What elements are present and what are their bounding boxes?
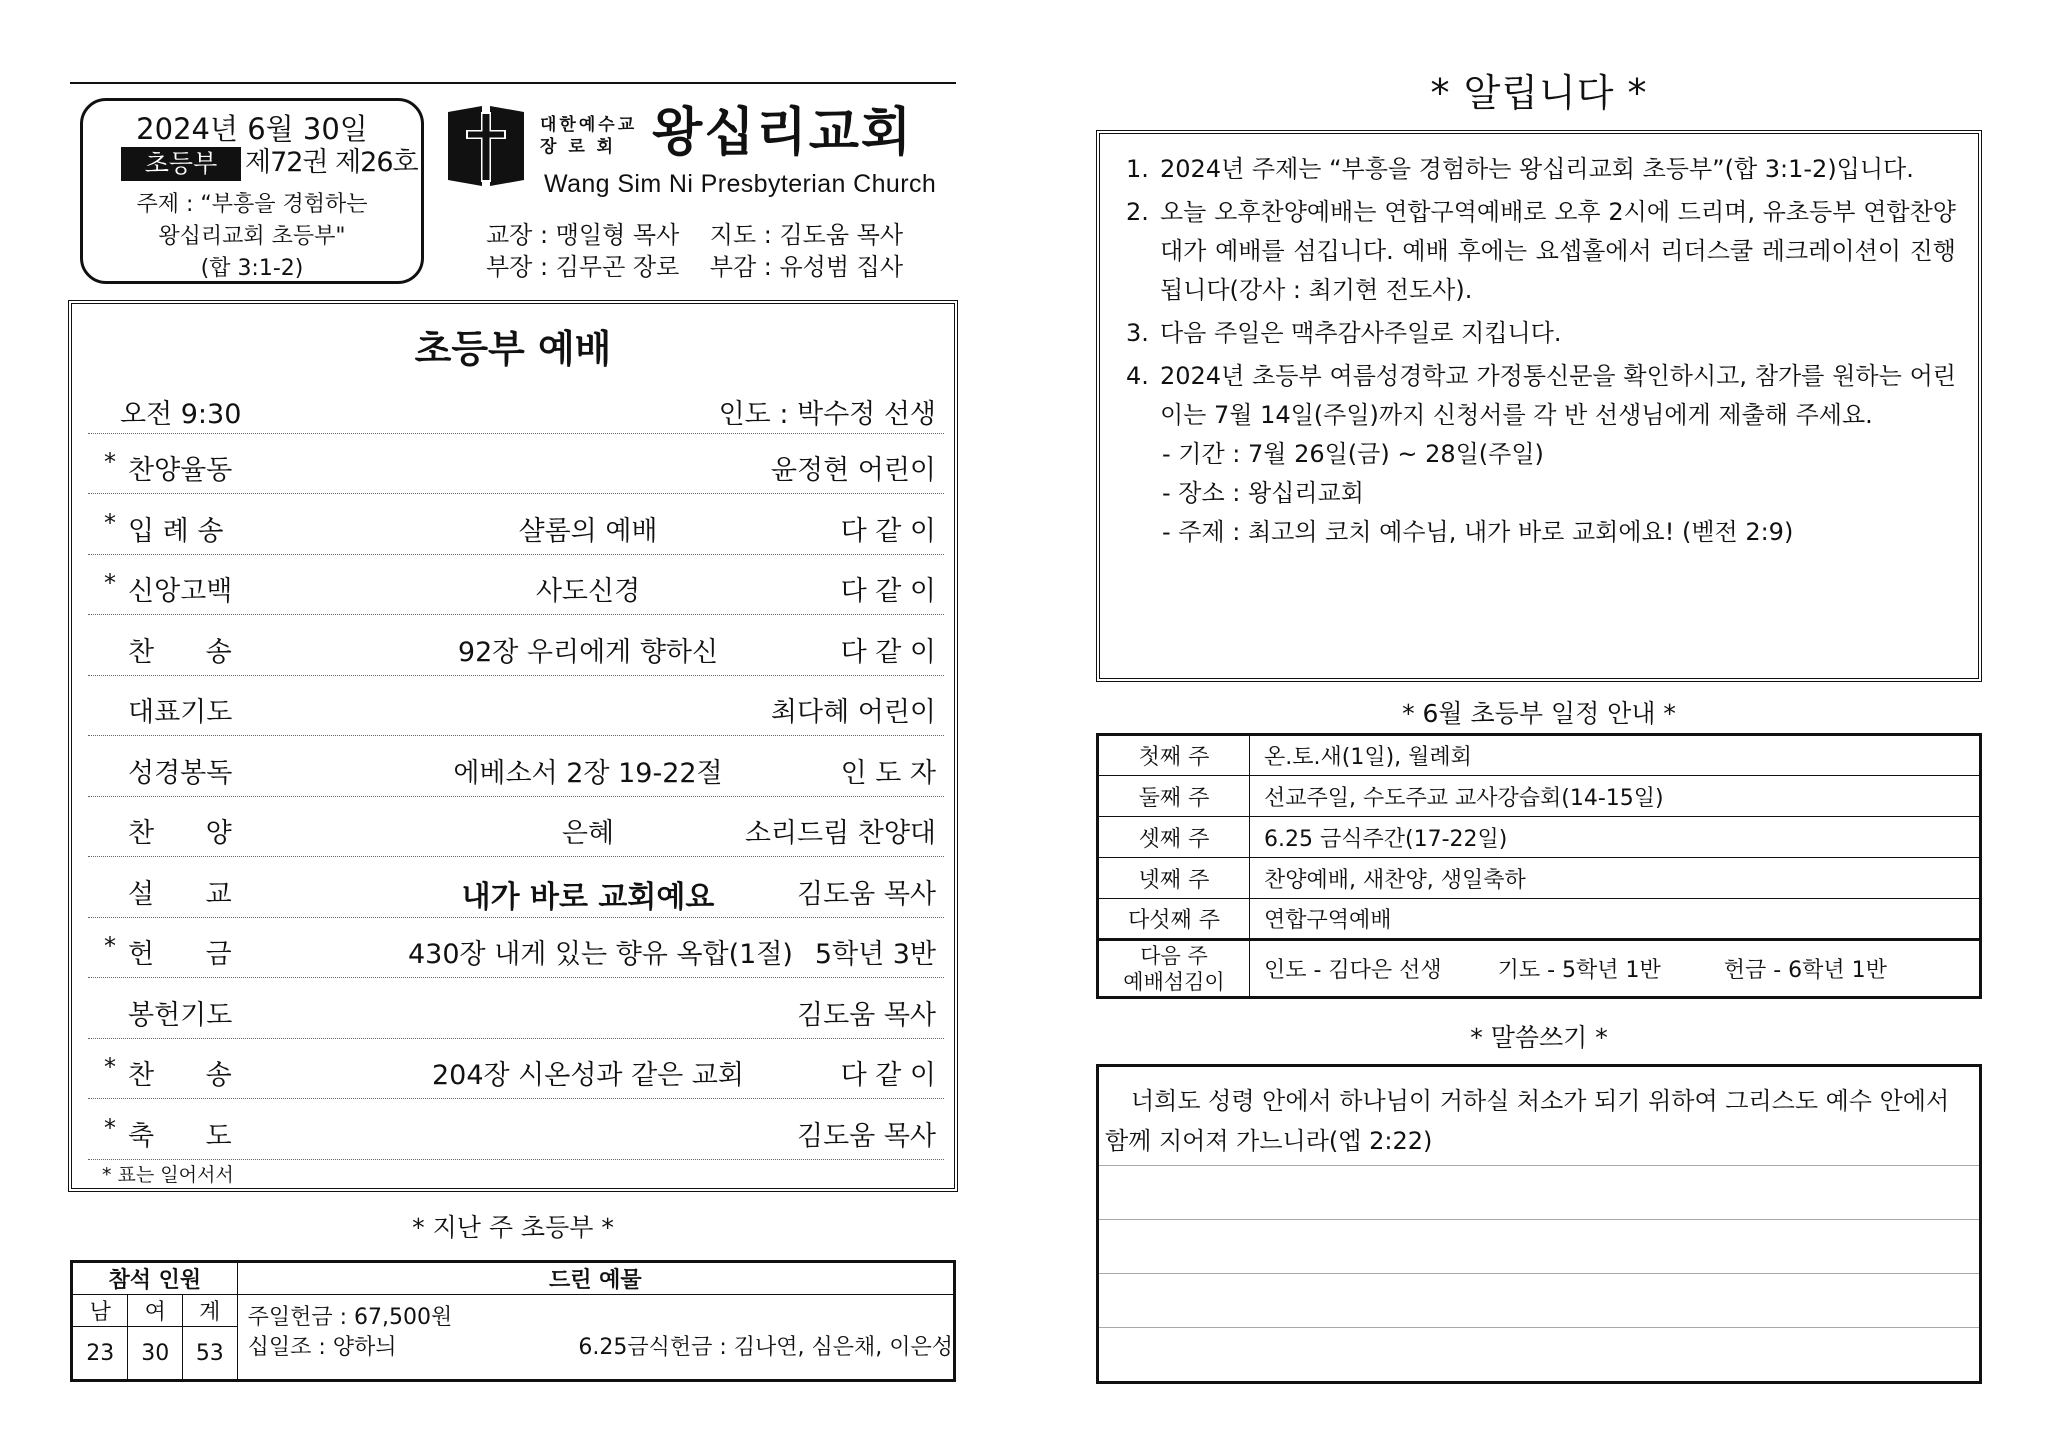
yearly-theme	[83, 189, 421, 285]
church-name: 왕십리교회	[652, 102, 914, 163]
theme-line: 왕십리교회 초등부"	[158, 224, 346, 249]
standing-mark: *	[104, 448, 116, 476]
worship-leader-name: 김도움 목사	[797, 999, 936, 1031]
writing-line	[1099, 1273, 1979, 1274]
worship-content: 92장 우리에게 향하신	[457, 636, 719, 668]
worship-item: 대표기도	[128, 697, 233, 728]
total-header: 계	[183, 1295, 238, 1327]
worship-title: 초등부 예배	[414, 327, 612, 371]
church-name-english: Wang Sim Ni Presbyterian Church	[544, 170, 937, 198]
worship-leader-name: 소리드림 찬양대	[744, 818, 936, 849]
standing-mark: *	[104, 932, 116, 960]
announcement-item: 1. 2024년 주제는 “부흥을 경험하는 왕십리교회 초등부”(합 3:1-2)입니다.	[1126, 155, 1914, 183]
verse-title: * 말씀쓰기 *	[1470, 1023, 1608, 1052]
worship-row	[88, 918, 944, 978]
announcement-item: 3. 다음 주일은 맥추감사주일로 지킵니다.	[1126, 319, 1562, 347]
last-week-table	[70, 1260, 956, 1382]
worship-content: 204장 시온성과 같은 교회	[431, 1060, 745, 1091]
total-count: 53	[183, 1327, 238, 1381]
worship-content: 은혜	[561, 818, 615, 849]
worship-row	[88, 737, 944, 797]
schedule-row: 첫째 주 온.토.새(1일), 월례회	[1098, 735, 1981, 776]
worship-row	[88, 616, 944, 676]
worship-time-row	[88, 378, 944, 434]
worship-row	[88, 858, 944, 918]
theme-line: (합 3:1-2)	[200, 256, 304, 281]
worship-item: 성경봉독	[128, 757, 233, 789]
schedule-row: 다섯째 주 연합구역예배	[1098, 899, 1981, 940]
worship-leader-name: 다 같 이	[840, 576, 936, 607]
worship-order-box	[68, 300, 958, 1192]
worship-item: 찬 송	[128, 1060, 232, 1091]
sermon-title: 내가 바로 교회예요	[461, 879, 715, 915]
top-divider	[70, 82, 956, 84]
worship-leader-name: 김도움 목사	[797, 878, 936, 910]
announcements-title: * 알립니다 *	[1430, 71, 1648, 115]
worship-row	[88, 1100, 944, 1160]
standing-mark: *	[104, 1053, 116, 1081]
standing-note: * 표는 일어서서	[102, 1164, 234, 1186]
schedule-row: 넷째 주 찬양예배, 새찬양, 생일축하	[1098, 858, 1981, 899]
worship-row	[88, 676, 944, 736]
next-week-servers: 인도 - 김다은 선생 기도 - 5학년 1반 헌금 - 6학년 1반	[1250, 940, 1981, 998]
offering-details: 주일헌금 : 67,500원 십일조 : 양하늬 6.25금식헌금 : 김나연, 심은채, 이은성	[237, 1295, 954, 1381]
offering-header: 드린 예물	[237, 1262, 954, 1295]
department-tag: 초등부	[121, 147, 241, 181]
worship-row	[88, 797, 944, 857]
worship-content: 사도신경	[535, 576, 641, 607]
worship-item: 찬 양	[128, 818, 232, 849]
standing-mark: *	[104, 569, 116, 597]
denomination-label: 대한예수교 장 로 회	[540, 115, 638, 157]
schedule-title: * 6월 초등부 일정 안내 *	[1402, 699, 1676, 728]
worship-leader-name: 다 같 이	[840, 1060, 936, 1091]
worship-leader-name: 5학년 3반	[814, 939, 936, 970]
male-count: 23	[72, 1327, 128, 1381]
writing-line	[1099, 1219, 1979, 1220]
attendance-header: 참석 인원	[72, 1262, 238, 1295]
writing-line	[1099, 1165, 1979, 1166]
worship-row	[88, 555, 944, 615]
worship-item: 설 교	[128, 878, 232, 910]
worship-item: 헌 금	[128, 939, 232, 970]
bulletin-date: 2024년 6월 30일	[136, 112, 368, 146]
worship-leader-name: 인 도 자	[840, 757, 936, 789]
last-week-title: * 지난 주 초등부 *	[412, 1213, 614, 1242]
schedule-row: 셋째 주 6.25 금식주간(17-22일)	[1098, 817, 1981, 858]
next-week-label: 다음 주 예배섬김이	[1098, 940, 1250, 998]
verse-text: 너희도 성령 안에서 하나님이 거하실 처소가 되기 위하여 그리스도 예수 안에서 함께 지어져 가느니라(엡 2:22)	[1105, 1087, 1950, 1155]
worship-row	[88, 434, 944, 494]
worship-leader-name: 윤정현 어린이	[770, 455, 936, 486]
worship-item: 축 도	[128, 1120, 232, 1152]
male-header: 남	[72, 1295, 128, 1327]
worship-content: 430장 내게 있는 향유 옥합(1절)	[408, 939, 793, 970]
worship-item: 입 례 송	[128, 515, 224, 547]
verse-writing-box	[1096, 1064, 1982, 1384]
schedule-row: 둘째 주 선교주일, 수도주교 교사강습회(14-15일)	[1098, 776, 1981, 817]
theme-line: 주제 : “부흥을 경험하는	[136, 192, 368, 217]
staff-line: 부장 : 김무곤 장로 부감 : 유성범 집사	[486, 253, 904, 281]
worship-item: 신앙고백	[128, 576, 233, 607]
announcement-sub-item: - 주제 : 최고의 코치 예수님, 내가 바로 교회에요! (벧전 2:9)	[1162, 518, 1794, 546]
standing-mark: *	[104, 1113, 116, 1142]
worship-item: 찬 송	[128, 636, 232, 668]
worship-leader-name: 최다혜 어린이	[770, 697, 936, 728]
announcements-box	[1096, 130, 1982, 682]
female-header: 여	[128, 1295, 183, 1327]
announcement-item: 4. 2024년 초등부 여름성경학교 가정통신문을 확인하시고, 참가를 원하는 어린이는 7월 14일(주일)까지 신청서를 각 반 선생님에게 제출해 주세요. - 기간 : 7월 26일(금) ~ 28일(주일) - 장소 : 왕십리교회 - 주제 : 최고의 코치 예수님, 내가 바로 교회에요! (벧전 2:9)	[1126, 357, 1956, 552]
worship-leader-name: 다 같 이	[840, 515, 936, 547]
volume-number: 제72권 제26호	[245, 147, 418, 178]
female-count: 30	[128, 1327, 183, 1381]
worship-leader-name: 다 같 이	[840, 636, 936, 668]
announcement-sub-item: - 기간 : 7월 26일(금) ~ 28일(주일)	[1162, 440, 1544, 468]
date-info-box	[80, 98, 424, 284]
worship-leader-name: 김도움 목사	[797, 1120, 936, 1152]
staff-line: 교장 : 맹일형 목사 지도 : 김도움 목사	[486, 221, 904, 249]
next-week-row	[1098, 940, 1981, 998]
schedule-table	[1096, 733, 1982, 999]
worship-time: 오전 9:30	[120, 399, 242, 430]
worship-content: 에베소서 2장 19-22절	[453, 757, 723, 789]
worship-row	[88, 1039, 944, 1099]
standing-mark: *	[104, 508, 116, 537]
church-cross-logo-icon	[444, 102, 528, 190]
worship-leader: 인도 : 박수정 선생	[718, 399, 936, 430]
worship-item: 봉헌기도	[128, 999, 233, 1031]
worship-row	[88, 979, 944, 1039]
announcement-item: 2. 오늘 오후찬양예배는 연합구역예배로 오후 2시에 드리며, 유초등부 연합찬양대가 예배를 섬깁니다. 예배 후에는 요셉홀에서 리더스쿨 레크레이션이 진행됩니다(강사 : 최기현 전도사).	[1126, 198, 1956, 304]
writing-line	[1099, 1327, 1979, 1328]
worship-row	[88, 495, 944, 555]
announcement-sub-item: - 장소 : 왕십리교회	[1162, 479, 1364, 507]
worship-item: 찬양율동	[128, 455, 233, 486]
worship-content: 샬롬의 예배	[518, 515, 658, 547]
